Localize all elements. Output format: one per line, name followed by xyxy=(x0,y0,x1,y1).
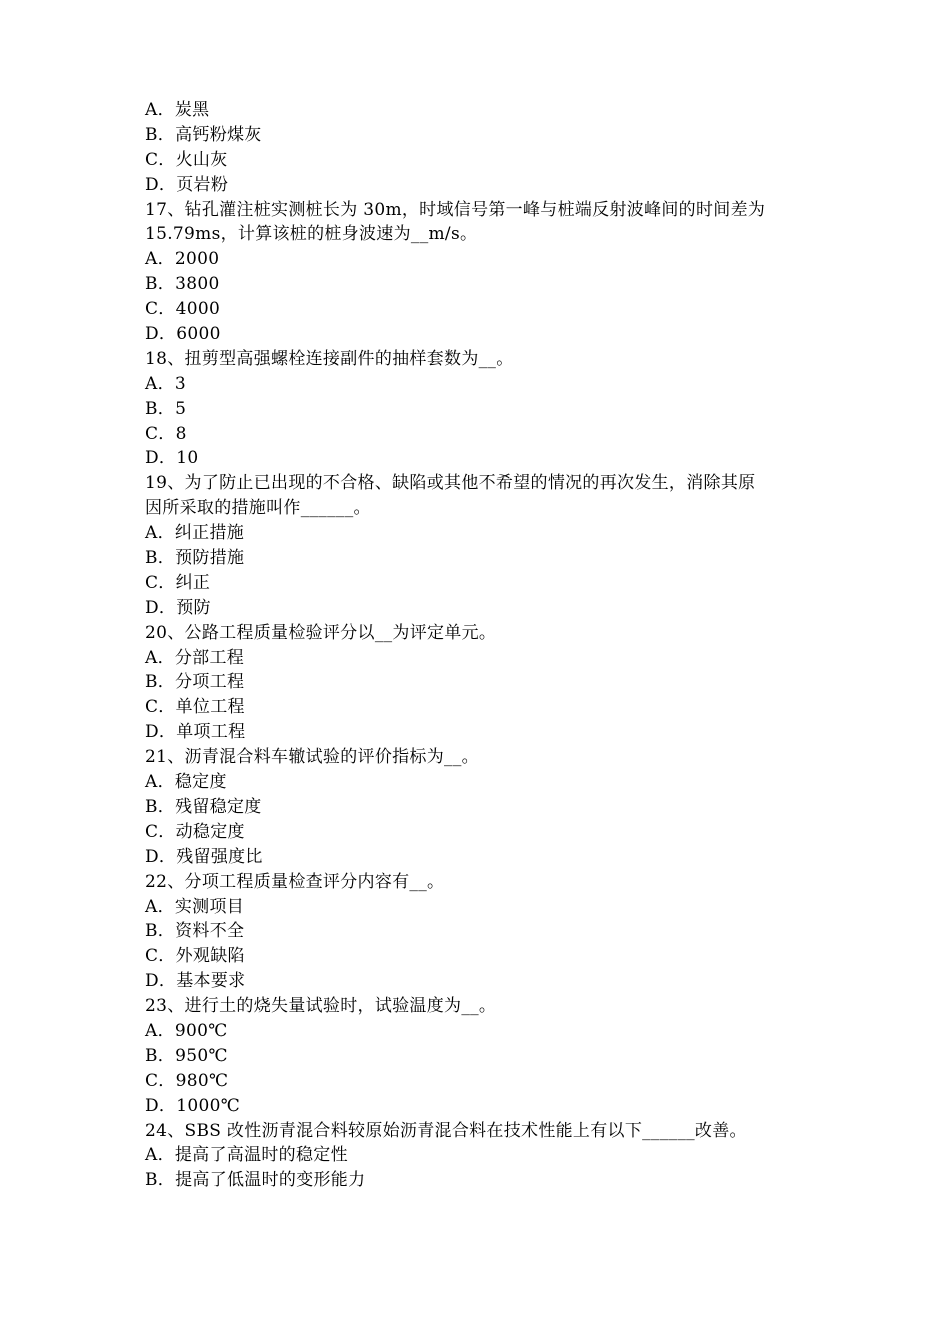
question-stem xyxy=(145,994,820,1019)
answer-option: A．3 xyxy=(145,373,186,394)
answer-option: D．10 xyxy=(145,448,199,469)
answer-option: B．3800 xyxy=(145,274,220,295)
answer-option: B．预防措施 xyxy=(145,548,245,569)
answer-option: C．火山灰 xyxy=(145,149,228,170)
question-line: 18、扭剪型高强螺栓连接副件的抽样套数为__。 xyxy=(145,348,514,369)
question-stem xyxy=(145,471,820,521)
answer-option: D．页岩粉 xyxy=(145,174,229,195)
answer-option: A．2000 xyxy=(145,249,220,270)
answer-option: D．6000 xyxy=(145,324,221,345)
answer-option: A．炭黑 xyxy=(145,100,210,120)
answer-option: A．实测项目 xyxy=(145,896,245,917)
answer-option: B．5 xyxy=(145,398,187,419)
answer-option: B．资料不全 xyxy=(145,921,245,942)
document-page xyxy=(145,98,820,1193)
question-line: 17、钻孔灌注桩实测桩长为 30m，时域信号第一峰与桩端反射波峰间的时间差为 xyxy=(145,199,766,220)
answer-option: A．提高了高温时的稳定性 xyxy=(145,1145,348,1166)
answer-option: A．纠正措施 xyxy=(145,523,245,544)
answer-option: C．外观缺陷 xyxy=(145,946,245,967)
answer-option: C．纠正 xyxy=(145,572,211,593)
answer-option: B．残留稳定度 xyxy=(145,796,262,817)
answer-option: A．稳定度 xyxy=(145,772,227,793)
question-stem xyxy=(145,870,820,895)
question-stem xyxy=(145,1119,820,1144)
answer-option: B．950℃ xyxy=(145,1045,228,1066)
answer-option: C．4000 xyxy=(145,299,221,320)
answer-option: B．提高了低温时的变形能力 xyxy=(145,1170,366,1191)
question-line: 21、沥青混合料车辙试验的评价指标为__。 xyxy=(145,747,479,768)
question-line: 24、SBS 改性沥青混合料较原始沥青混合料在技术性能上有以下______改善。 xyxy=(145,1120,747,1141)
answer-option: D．基本要求 xyxy=(145,971,246,992)
answer-option: C．8 xyxy=(145,423,187,444)
answer-option: B．分项工程 xyxy=(145,672,245,693)
question-line: 22、分项工程质量检查评分内容有__。 xyxy=(145,871,445,892)
question-stem xyxy=(145,347,820,372)
answer-option: A．900℃ xyxy=(145,1020,228,1041)
question-line: 19、为了防止已出现的不合格、缺陷或其他不希望的情况的再次发生，消除其原 xyxy=(145,473,756,494)
answer-option: D．1000℃ xyxy=(145,1095,241,1116)
question-stem xyxy=(145,621,820,646)
answer-option: A．分部工程 xyxy=(145,647,245,668)
question-line: 23、进行土的烧失量试验时，试验温度为__。 xyxy=(145,996,497,1017)
answer-option: D．预防 xyxy=(145,597,211,618)
answer-option: D．单项工程 xyxy=(145,722,246,743)
answer-option: B．高钙粉煤灰 xyxy=(145,124,262,145)
question-line: 因所采取的措施叫作______。 xyxy=(145,498,371,519)
answer-option: C．980℃ xyxy=(145,1070,229,1091)
answer-option: C．动稳定度 xyxy=(145,821,245,842)
question-line: 20、公路工程质量检验评分以__为评定单元。 xyxy=(145,622,497,643)
question-stem xyxy=(145,745,820,770)
answer-option: D．残留强度比 xyxy=(145,846,263,867)
question-line: 15.79ms，计算该桩的桩身波速为__m/s。 xyxy=(145,224,478,245)
answer-option: C．单位工程 xyxy=(145,697,245,718)
question-stem xyxy=(145,198,820,248)
